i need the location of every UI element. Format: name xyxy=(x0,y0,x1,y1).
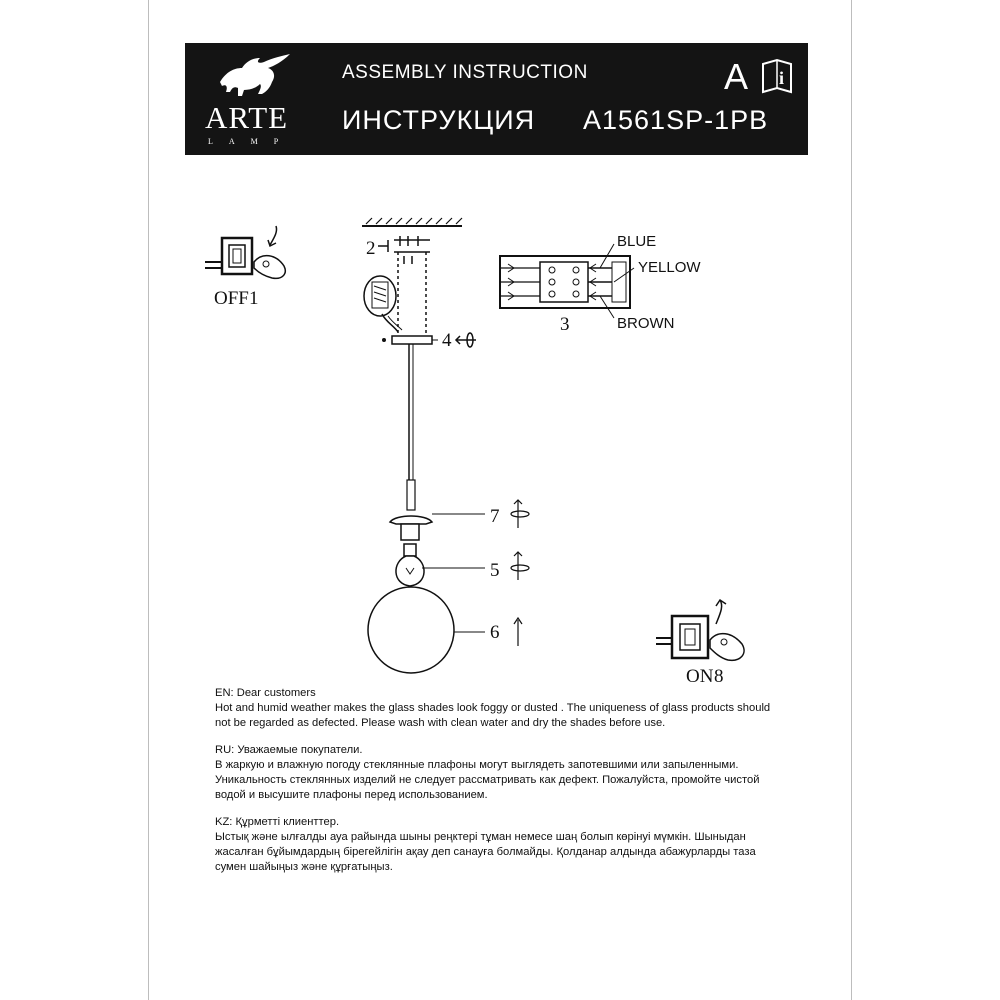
brand-logo-subtext: LAMP xyxy=(208,137,295,146)
step-7-label: 7 xyxy=(490,506,500,527)
notes-kz-line: Ыстық және ылғалды ауа райында шыны реңктері тұман немесе шаң болып көрінуі мүмкін. Шыныдан xyxy=(215,831,746,843)
language-letter: A xyxy=(724,56,749,97)
notes-kazakh xyxy=(215,815,805,875)
notes-kz-heading: KZ: Құрметті клиенттер. xyxy=(215,816,340,828)
suspension-cable-icon xyxy=(407,344,415,510)
wiring-detail-icon xyxy=(364,276,402,332)
step-2-label: 2 xyxy=(366,238,376,259)
notes-en-heading: EN: Dear customers xyxy=(215,687,316,699)
step-5-label: 5 xyxy=(490,560,500,581)
canopy-icon xyxy=(382,336,438,344)
step-5-rotate-icon xyxy=(511,552,529,580)
notes-english xyxy=(215,686,805,731)
notes-en-line: Hot and humid weather makes the glass shades look foggy or dusted . The uniqueness of glass products should xyxy=(215,702,771,714)
glass-globe-icon xyxy=(368,587,485,673)
notes-ru-line: Уникальность стеклянных изделий не следует рассматривать как дефект. Пожалуйста, промойте чистой xyxy=(215,774,760,786)
step-8-on-label: ON xyxy=(686,666,714,687)
step-4-label: 4 xyxy=(442,330,452,351)
notes-ru-heading: RU: Уважаемые покупатели. xyxy=(215,744,363,756)
title-english: ASSEMBLY INSTRUCTION xyxy=(342,62,588,83)
notes-russian xyxy=(215,743,805,803)
shade-holder-icon xyxy=(390,514,485,540)
step-7-rotate-icon xyxy=(511,500,529,528)
step-4-screw-icon xyxy=(456,333,476,347)
brand-logo-text: ARTE xyxy=(205,100,289,135)
step-1-off-label: OFF xyxy=(214,288,249,309)
power-switch-on-icon xyxy=(656,600,744,660)
wire-brown-label: BROWN xyxy=(617,315,675,332)
wire-yellow-label: YELLOW xyxy=(638,259,701,276)
light-bulb-icon xyxy=(396,544,485,586)
step-6-up-arrow-icon xyxy=(514,618,522,646)
notes-en-line: not be regarded as defected. Please wash with clean water and dry the shades before use. xyxy=(215,717,666,729)
care-notes xyxy=(215,686,805,887)
step-8-number: 8 xyxy=(714,666,724,687)
power-switch-off-icon xyxy=(205,226,285,278)
notes-kz-line: сумен шайыңыз және құрғатыңыз. xyxy=(215,861,393,873)
notes-ru-line: В жаркую и влажную погоду стеклянные плафоны могут выглядеть запотевшими или запыленными. xyxy=(215,759,739,771)
notes-kz-line: жасалған бұйымдардың бірегейлігін ақау деп санауға болмайды. Қолданар алдында абажурларды таза xyxy=(215,846,756,858)
notes-ru-line: водой и высушите плафоны перед использованием. xyxy=(215,789,488,801)
step-6-label: 6 xyxy=(490,622,500,643)
step-1-number: 1 xyxy=(249,288,259,309)
ceiling-hatch-icon xyxy=(362,218,462,226)
terminal-block-icon xyxy=(500,244,634,318)
model-number: A1561SP-1PB xyxy=(583,105,769,135)
title-russian: ИНСТРУКЦИЯ xyxy=(342,105,536,135)
step-3-label: 3 xyxy=(560,314,570,335)
wire-blue-label: BLUE xyxy=(617,233,657,250)
svg-text:i: i xyxy=(779,68,785,88)
